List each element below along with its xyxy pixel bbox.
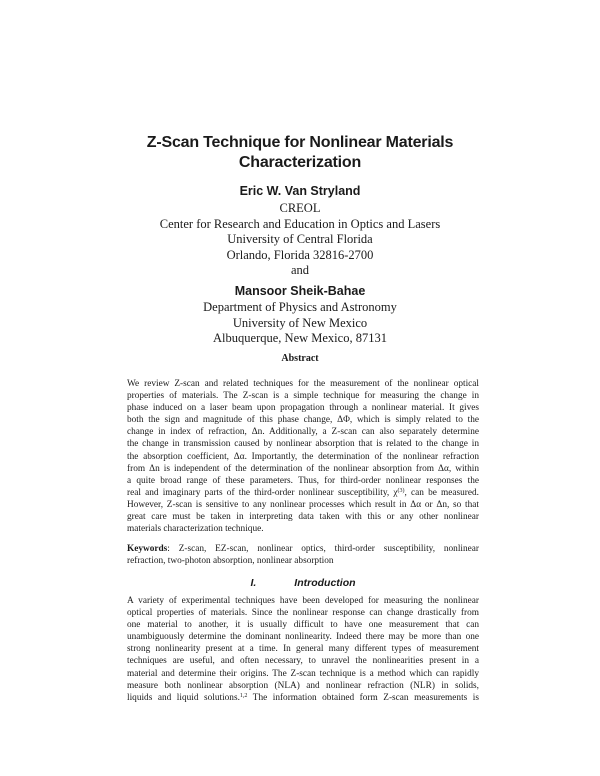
intro-line-citation bbox=[127, 692, 479, 704]
abstract-line: properties of materials. The Z-scan is a simple technique for measuring the change in bbox=[127, 391, 479, 402]
intro-line: one material to another, it is usually difficult to have one measurement that can bbox=[127, 620, 479, 631]
affiliation-line: and bbox=[290, 263, 310, 277]
intro-line: A variety of experimental techniques have been developed for measuring the nonlinear bbox=[127, 596, 479, 606]
intro-line: techniques are useful, and often necessary, to unravel the nonlinearities present in a bbox=[127, 656, 479, 667]
abstract-line: both the sign and magnitude of this phase change, ΔΦ, which is simply related to the bbox=[127, 415, 479, 426]
intro-line: unambiguously determine the dominant nonlinearity. Indeed there may be more than one bbox=[127, 632, 479, 643]
section-heading-introduction bbox=[127, 577, 479, 590]
abstract-line-susceptibility bbox=[127, 487, 479, 499]
intro-text: liquids and liquid solutions. bbox=[127, 692, 240, 703]
section-number: I. bbox=[250, 577, 257, 589]
keywords-block bbox=[127, 543, 479, 567]
affiliation-line: University of Central Florida bbox=[227, 232, 373, 246]
affiliation-line: Department of Physics and Astronomy bbox=[203, 300, 397, 314]
abstract-text: real and imaginary parts of the third-order nonlinear susceptibility, χ bbox=[127, 487, 398, 498]
title-line-2: Characterization bbox=[238, 154, 362, 171]
author-2-affiliation bbox=[100, 300, 500, 347]
author-2-name: Mansoor Sheik-Bahae bbox=[234, 284, 366, 298]
abstract-line: However, Z-scan is sensitive to any nonlinear processes which result in Δα or Δn, so that bbox=[127, 499, 479, 510]
affiliation-line: Orlando, Florida 32816-2700 bbox=[226, 247, 374, 262]
author-1-affiliation bbox=[100, 201, 500, 279]
abstract-line: the absorption coefficient, Δα. Importantly, the determination of the nonlinear refraction bbox=[127, 451, 479, 462]
author-1-name: Eric W. Van Stryland bbox=[239, 184, 361, 198]
abstract-line: the change in transmission caused by nonlinear absorption that is related to the change in bbox=[127, 439, 479, 450]
abstract-text: , can be measured. bbox=[404, 487, 479, 498]
keywords-line: refraction, two-photon absorption, nonlinear absorption bbox=[127, 556, 334, 567]
paper-title bbox=[100, 133, 500, 173]
affiliation-line: University of New Mexico bbox=[232, 315, 368, 330]
abstract-heading: Abstract bbox=[281, 353, 319, 364]
abstract-line: a quite broad range of these parameters. Thus, for third-order nonlinear responses the bbox=[127, 475, 479, 486]
intro-line: optical properties of materials. Since the nonlinear response can change drastically from bbox=[127, 608, 479, 619]
abstract-line: great care must be taken in interpreting data taken with this or any other nonlinear bbox=[127, 512, 479, 523]
keywords-text: : Z-scan, EZ-scan, nonlinear optics, third-order susceptibility, nonlinear bbox=[167, 544, 479, 554]
section-title: Introduction bbox=[294, 577, 356, 589]
intro-text: The information obtained form Z-scan measurements is bbox=[247, 692, 479, 703]
abstract-line: We review Z-scan and related techniques for the measurement of the nonlinear optical bbox=[127, 379, 479, 389]
keywords-line bbox=[127, 543, 479, 555]
abstract-line: change in index of refraction, Δn. Additionally, a Z-scan can also separately determine bbox=[127, 427, 479, 438]
affiliation-line: CREOL bbox=[279, 201, 321, 215]
intro-line: material and determine their origins. The Z-scan technique is a method which can rapidly bbox=[127, 668, 479, 679]
affiliation-line: Center for Research and Education in Optics and Lasers bbox=[159, 216, 441, 231]
affiliation-line: Albuquerque, New Mexico, 87131 bbox=[213, 331, 387, 345]
citation-superscript: 1,2 bbox=[239, 692, 248, 699]
introduction-body bbox=[127, 595, 479, 704]
intro-line: measure both nonlinear absorption (NLA) and nonlinear refraction (NLR) in solids, bbox=[127, 680, 479, 691]
title-line-1: Z-Scan Technique for Nonlinear Materials bbox=[146, 134, 454, 151]
chi-superscript: (3) bbox=[397, 487, 405, 494]
abstract-line: materials characterization technique. bbox=[127, 524, 264, 535]
intro-line: strong nonlinearity present at a time. In general many different types of measurement bbox=[127, 644, 479, 655]
keywords-label: Keywords bbox=[127, 544, 168, 554]
abstract-line: from Δn is independent of the determination of the nonlinear absorption from Δα, within bbox=[127, 463, 479, 474]
abstract-line: phase induced on a laser beam upon propagation through a nonlinear material. It gives bbox=[127, 403, 479, 414]
abstract-body bbox=[127, 378, 479, 535]
